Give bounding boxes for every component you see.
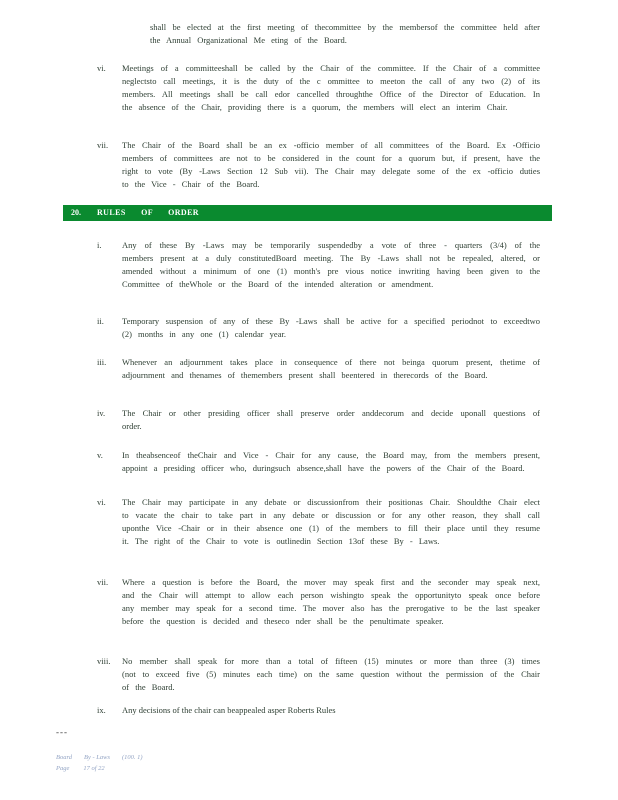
list-item bbox=[97, 407, 540, 433]
footer-doc-line bbox=[56, 752, 143, 763]
item-numeral: ii. bbox=[97, 316, 104, 326]
footer-doc-code: (100. 1) bbox=[122, 754, 143, 761]
list-item bbox=[97, 496, 540, 548]
item-numeral: viii. bbox=[97, 656, 111, 666]
item-text: Any of these By -Laws may be temporarily suspendedby a vote of three - quarters (3/4) of the members present at a duly constitutedBoard meeting. The By -Laws shall not be repealed, altered, or amended without a minimum of one (1) month's pre vious notice inwriting having been given to the Committee of theWhole or the Board of the intended alteration or amendment. bbox=[122, 240, 540, 289]
item-numeral: ix. bbox=[97, 705, 106, 715]
list-item bbox=[97, 356, 540, 382]
item-numeral: vi. bbox=[97, 497, 106, 507]
item-text: Temporary suspension of any of these By -Laws shall be active for a specified periodnot to exceedtwo (2) months in any one (1) calendar year. bbox=[122, 316, 540, 339]
separator-dashes: --- bbox=[56, 727, 68, 737]
list-item bbox=[97, 704, 540, 717]
item-numeral: iii. bbox=[97, 357, 107, 367]
item-text: In theabsenceof theChair and Vice - Chair for any cause, the Board may, from the members present, appoint a presiding officer who, duringsuch absence,shall have the powers of the Chair of the Board. bbox=[122, 450, 540, 473]
item-numeral: vi. bbox=[97, 63, 106, 73]
item-text: No member shall speak for more than a total of fifteen (15) minutes or more than three (3) times (not to exceed five (5) minutes each time) on the same question without the permission of the Chair of the Board. bbox=[122, 656, 540, 692]
list-item bbox=[97, 239, 540, 291]
item-numeral: vii. bbox=[97, 140, 109, 150]
footer-page-label: Page bbox=[56, 765, 70, 772]
footer-page-line bbox=[56, 763, 143, 774]
section-header-bar bbox=[63, 205, 552, 221]
list-item bbox=[97, 62, 540, 114]
footer-doc-name: By - Laws bbox=[84, 754, 111, 761]
footer-doc-label: Board bbox=[56, 754, 73, 761]
item-text: Where a question is before the Board, the mover may speak first and the seconder may speak next, and the Chair will attempt to allow each person wishingto speak the opportunityto speak once before any member may speak for a second time. The mover also has the prerogative to be the last speaker before the question is decided and theseco nder shall be the penultimate speaker. bbox=[122, 577, 540, 626]
footer-page-number: 17 of 22 bbox=[83, 765, 105, 772]
item-numeral: iv. bbox=[97, 408, 106, 418]
item-text: Meetings of a committeeshall be called by the Chair of the committee. If the Chair of a committee neglectsto call meetings, it is the duty of the c ommittee to meeton the call of any two (2) of its members. All meetings shall be call edor cancelled throughthe Office of the Director of Education. In the absence of the Chair, providing there is a quorum, the members will elect an interim Chair. bbox=[122, 63, 540, 112]
footer bbox=[56, 752, 143, 774]
list-item bbox=[97, 655, 540, 694]
item-text: The Chair of the Board shall be an ex -officio member of all committees of the Board. Ex -Officio members of committees are not to be considered in the count for a quorum but, if present, have the right to vote (By -Laws Section 12 Sub vii). The Chair may delegate some of the ex -officio duties to the Vice - Chair of the Board. bbox=[122, 140, 540, 189]
intro-paragraph: shall be elected at the first meeting of thecommittee by the membersof the committee held after the Annual Organizational Me eting of the Board. bbox=[150, 22, 540, 45]
section-number: 20. bbox=[71, 208, 81, 217]
item-text: Whenever an adjournment takes place in consequence of there not beinga quorum present, thetime of adjournment and thenames of themembers present shall beentered in therecords of the Board. bbox=[122, 357, 540, 380]
list-item bbox=[97, 315, 540, 341]
item-text: The Chair may participate in any debate or discussionfrom their positionas Chair. Shouldthe Chair elect to vacate the chair to take part in any debate or discussion or for any other reason, they shall call uponthe Vice -Chair or in their absence one (1) of the members to fill their place until they resume it. The right of the Chair to vote is outlinedin Section 13of these By - Laws. bbox=[122, 497, 540, 546]
section-title: RULES OF ORDER bbox=[97, 208, 199, 217]
item-numeral: vii. bbox=[97, 577, 109, 587]
item-numeral: i. bbox=[97, 240, 102, 250]
list-item bbox=[97, 139, 540, 191]
item-numeral: v. bbox=[97, 450, 103, 460]
list-item bbox=[97, 449, 540, 475]
item-text: Any decisions of the chair can beappealed asper Roberts Rules bbox=[122, 705, 336, 715]
list-item bbox=[97, 576, 540, 628]
item-text: The Chair or other presiding officer shall preserve order anddecorum and decide uponall questions of order. bbox=[122, 408, 540, 431]
